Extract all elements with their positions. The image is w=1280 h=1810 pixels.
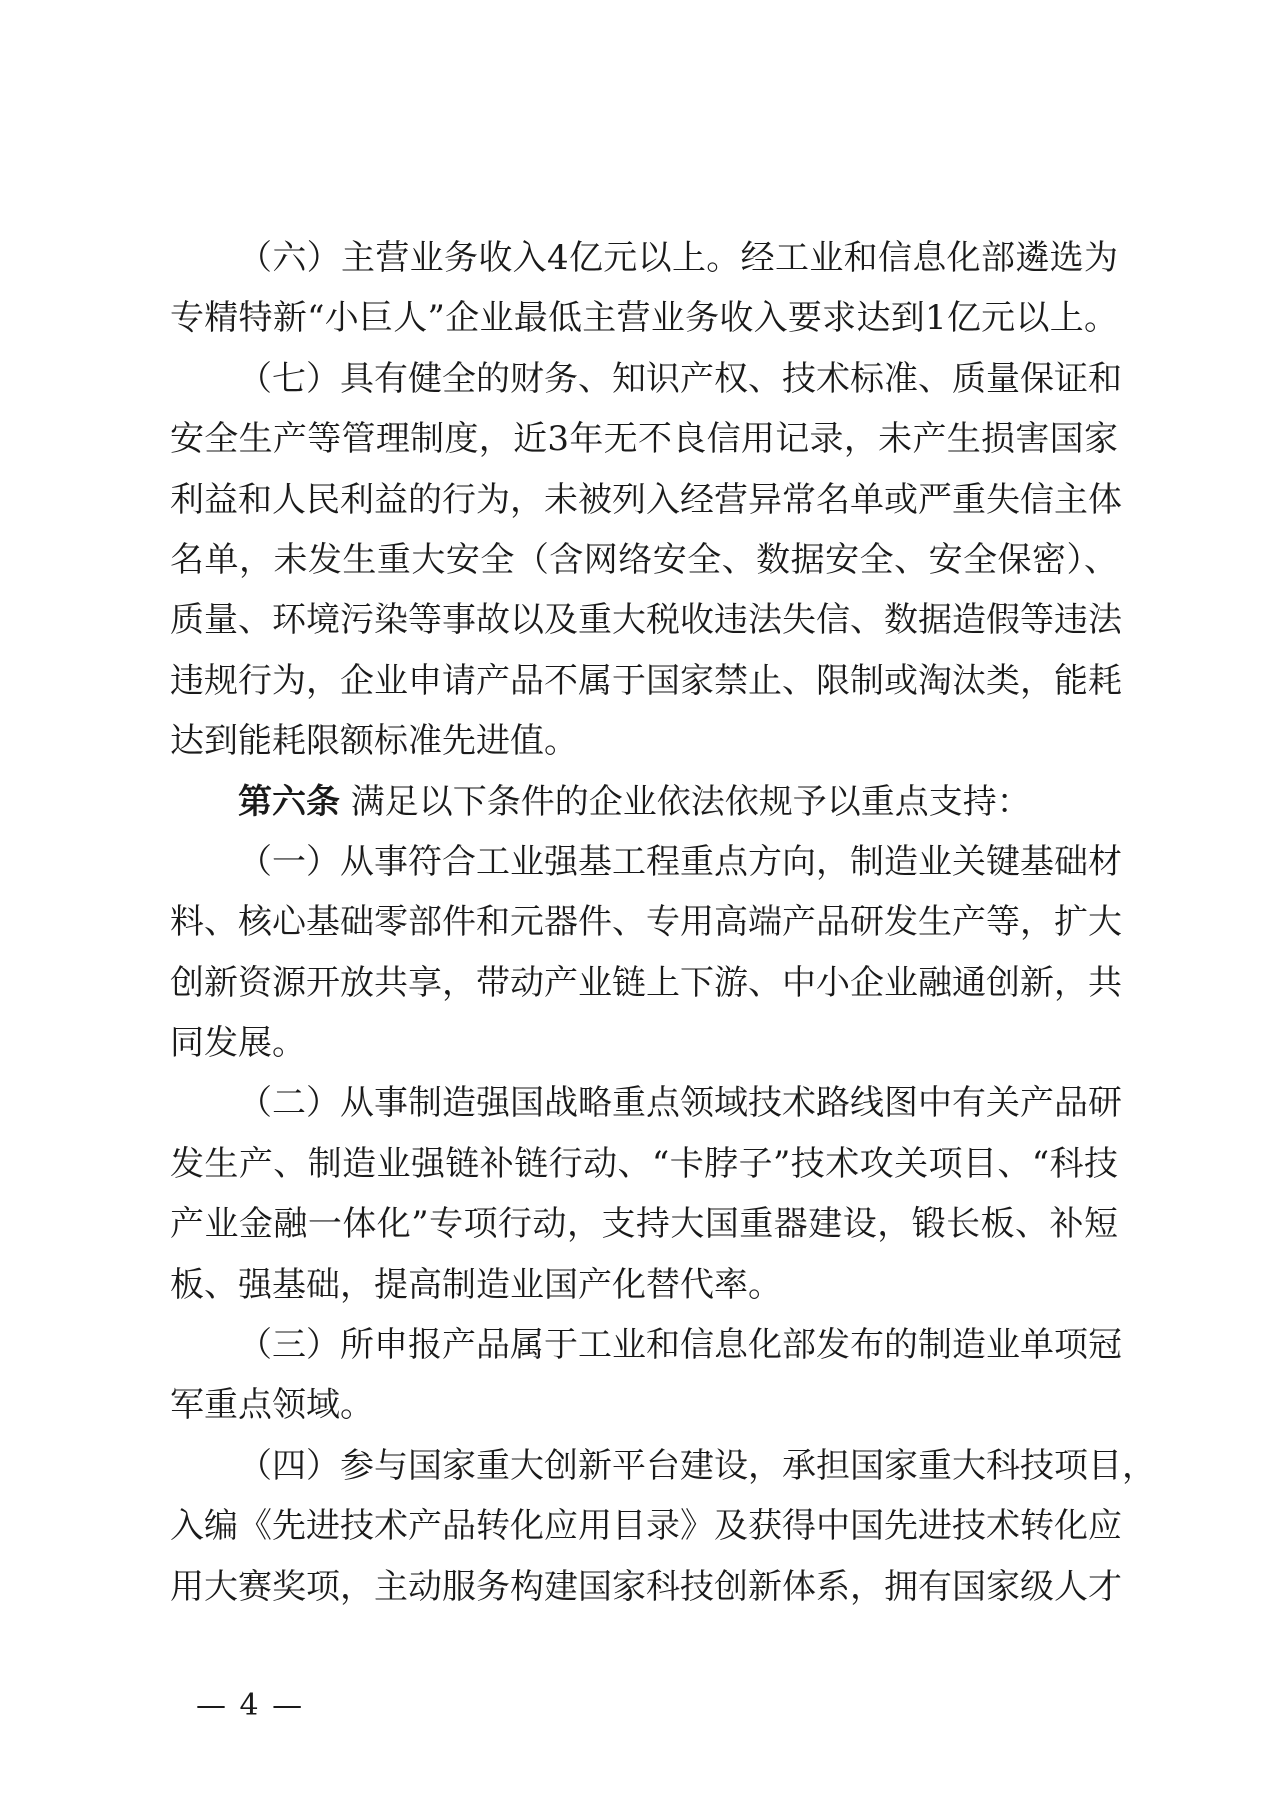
- line-text: 安全生产等管理制度，近3年无不良信用记录，未产生损害国家: [170, 419, 1118, 460]
- line-text: 质量、环境污染等事故以及重大税收违法失信、数据造假等违法: [170, 600, 1122, 641]
- line-text: 达到能耗限额标准先进值。: [170, 721, 578, 762]
- text-line: [170, 1315, 1122, 1375]
- line-text: 专精特新“小巨人”企业最低主营业务收入要求达到1亿元以上。: [170, 298, 1118, 339]
- line-text: （七）具有健全的财务、知识产权、技术标准、质量保证和: [238, 358, 1122, 399]
- line-text: 入编《先进技术产品转化应用目录》及获得中国先进技术转化应: [170, 1506, 1122, 1547]
- text-line: [170, 953, 1122, 1013]
- text-line: [170, 470, 1122, 530]
- text-line: [170, 1557, 1122, 1617]
- line-text: 违规行为，企业申请产品不属于国家禁止、限制或淘汰类，能耗: [170, 660, 1122, 701]
- page-number: — 4 —: [196, 1688, 305, 1723]
- text-line: [170, 1073, 1122, 1133]
- text-line: [170, 1013, 1118, 1073]
- line-text: 板、强基础，提高制造业国产化替代率。: [170, 1264, 782, 1305]
- text-line: [170, 530, 1118, 590]
- text-line: [170, 349, 1122, 409]
- line-text: （二）从事制造强国战略重点领域技术路线图中有关产品研: [238, 1083, 1122, 1124]
- line-text: 名单，未发生重大安全（含网络安全、数据安全、安全保密）、: [170, 539, 1118, 580]
- text-line: [170, 711, 1118, 771]
- article-heading-line: [170, 772, 1118, 832]
- line-text: 满足以下条件的企业依法依规予以重点支持：: [340, 781, 1031, 822]
- text-line: [170, 1436, 1156, 1496]
- line-text: （四）参与国家重大创新平台建设，承担国家重大科技项目，: [238, 1445, 1156, 1486]
- line-text: 料、核心基础零部件和元器件、专用高端产品研发生产等，扩大: [170, 902, 1122, 943]
- text-line: [170, 1496, 1122, 1556]
- text-line: [170, 832, 1122, 892]
- text-line: [170, 1255, 1118, 1315]
- line-text: 创新资源开放共享，带动产业链上下游、中小企业融通创新，共: [170, 962, 1122, 1003]
- document-body: [170, 228, 1156, 1617]
- line-text: （一）从事符合工业强基工程重点方向，制造业关键基础材: [238, 841, 1122, 882]
- text-line: [170, 590, 1122, 650]
- text-line: [170, 1375, 1118, 1435]
- line-text: （三）所申报产品属于工业和信息化部发布的制造业单项冠: [238, 1325, 1122, 1366]
- line-text: 产业金融一体化”专项行动，支持大国重器建设，锻长板、补短: [170, 1204, 1118, 1245]
- text-line: [170, 228, 1118, 288]
- line-text: 利益和人民利益的行为，未被列入经营异常名单或严重失信主体: [170, 479, 1122, 520]
- line-text: 军重点领域。: [170, 1385, 374, 1426]
- text-line: [170, 651, 1122, 711]
- line-text: 发生产、制造业强链补链行动、“卡脖子”技术攻关项目、“科技: [170, 1143, 1118, 1184]
- line-text: 用大赛奖项，主动服务构建国家科技创新体系，拥有国家级人才: [170, 1566, 1122, 1607]
- text-line: [170, 892, 1122, 952]
- text-line: [170, 1134, 1118, 1194]
- text-line: [170, 288, 1118, 348]
- text-line: [170, 1194, 1118, 1254]
- text-line: [170, 409, 1118, 469]
- line-text: 同发展。: [170, 1023, 306, 1064]
- article-number: 第六条: [238, 781, 340, 822]
- line-text: （六）主营业务收入4亿元以上。经工业和信息化部遴选为: [238, 238, 1118, 278]
